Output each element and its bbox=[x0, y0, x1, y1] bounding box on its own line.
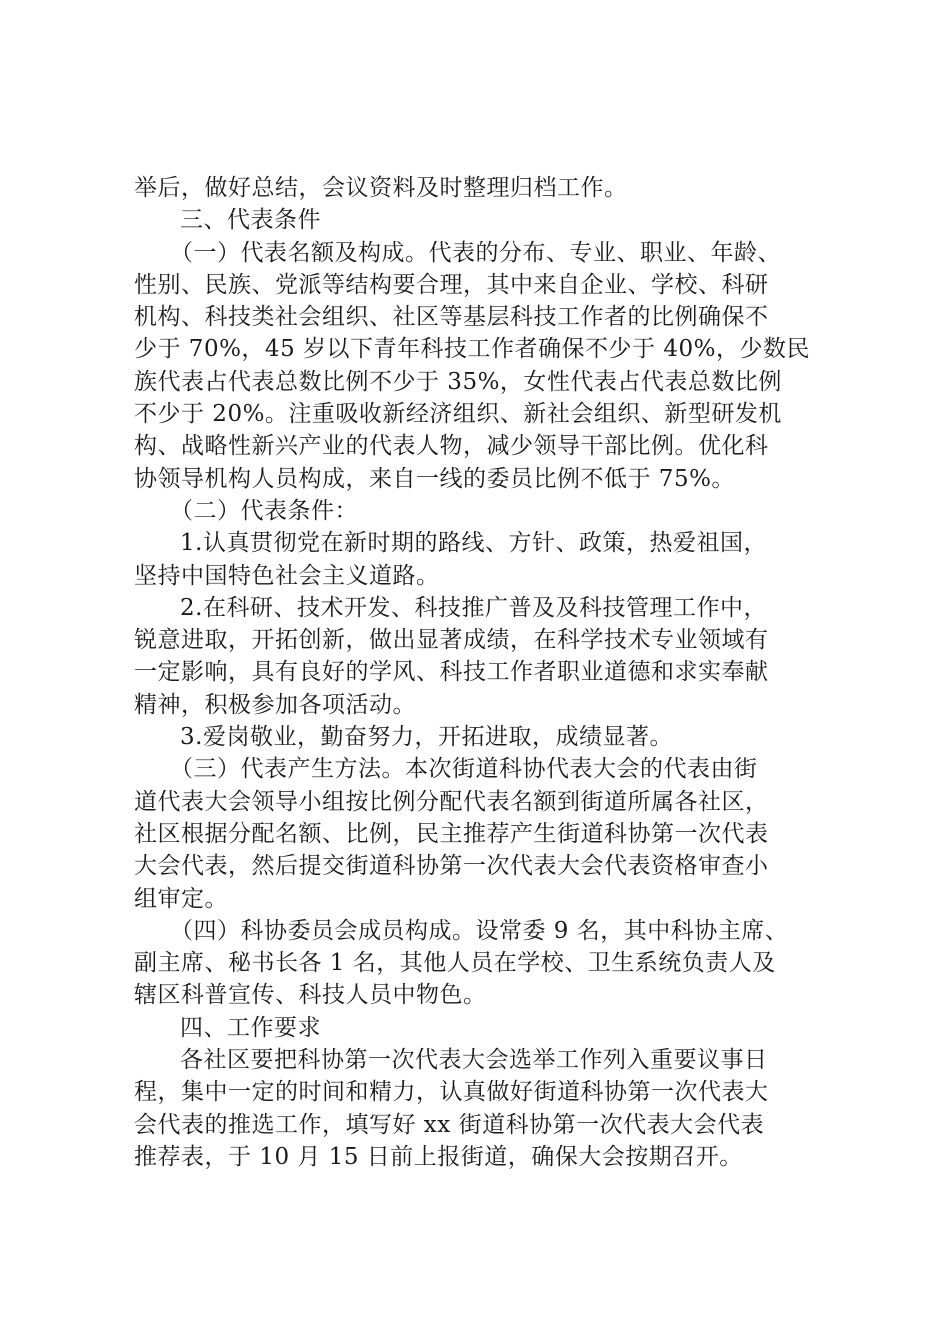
text-line: 性别、民族、党派等结构要合理，其中来自企业、学校、科研 bbox=[134, 271, 769, 298]
text-line: （三）代表产生方法。本次街道科协代表大会的代表由街 bbox=[170, 756, 758, 783]
text-line: （一）代表名额及构成。代表的分布、专业、职业、年龄、 bbox=[170, 239, 781, 266]
text-line: 族代表占代表总数比例不少于 35%，女性代表占代表总数比例 bbox=[134, 368, 782, 395]
text-line: 各社区要把科协第一次代表大会选举工作列入重要议事日 bbox=[180, 1047, 768, 1074]
text-line: 辖区科普宣传、科技人员中物色。 bbox=[134, 982, 487, 1009]
text-line: 社区根据分配名额、比例，民主推荐产生街道科协第一次代表 bbox=[134, 820, 769, 847]
list-item: 2.在科研、技术开发、科技推广普及及科技管理工作中， bbox=[180, 594, 767, 621]
text-line: 锐意进取，开拓创新，做出显著成绩，在科学技术专业领域有 bbox=[134, 627, 769, 654]
text-line: 构、战略性新兴产业的代表人物，减少领导干部比例。优化科 bbox=[134, 433, 769, 460]
text-line: 精神，积极参加各项活动。 bbox=[134, 691, 416, 718]
text-line: 不少于 20%。注重吸收新经济组织、新社会组织、新型研发机 bbox=[134, 401, 782, 428]
subsection-heading: （二）代表条件： bbox=[170, 497, 358, 524]
text-line: 协领导机构人员构成，来自一线的委员比例不低于 75%。 bbox=[134, 465, 735, 492]
text-line: 举后，做好总结，会议资料及时整理归档工作。 bbox=[134, 175, 628, 201]
text-line: 道代表大会领导小组按比例分配代表名额到街道所属各社区， bbox=[134, 788, 769, 815]
section-heading: 三、代表条件 bbox=[180, 207, 321, 234]
text-line: 程，集中一定的时间和精力，认真做好街道科协第一次代表大 bbox=[134, 1079, 769, 1106]
text-line: 副主席、秘书长各 1 名，其他人员在学校、卫生系统负责人及 bbox=[134, 950, 776, 977]
list-item: 3.爱岗敬业，勤奋努力，开拓进取，成绩显著。 bbox=[180, 724, 673, 751]
text-line: 坚持中国特色社会主义道路。 bbox=[134, 562, 440, 589]
text-line: 少于 70%，45 岁以下青年科技工作者确保不少于 40%，少数民 bbox=[134, 336, 810, 363]
list-item: 1.认真贯彻党在新时期的路线、方针、政策，热爱祖国， bbox=[180, 530, 767, 557]
text-line: 组审定。 bbox=[134, 885, 228, 912]
text-line: 会代表的推选工作，填写好 xx 街道科协第一次代表大会代表 bbox=[134, 1111, 765, 1138]
text-line: 一定影响，具有良好的学风、科技工作者职业道德和求实奉献 bbox=[134, 659, 769, 686]
document-body bbox=[134, 172, 834, 1173]
text-line: （四）科协委员会成员构成。设常委 9 名，其中科协主席、 bbox=[170, 917, 789, 944]
section-heading: 四、工作要求 bbox=[180, 1014, 321, 1041]
text-line: 机构、科技类社会组织、社区等基层科技工作者的比例确保不 bbox=[134, 304, 769, 331]
text-line: 大会代表，然后提交街道科协第一次代表大会代表资格审查小 bbox=[134, 853, 769, 880]
text-line: 推荐表，于 10 月 15 日前上报街道，确保大会按期召开。 bbox=[134, 1143, 743, 1170]
